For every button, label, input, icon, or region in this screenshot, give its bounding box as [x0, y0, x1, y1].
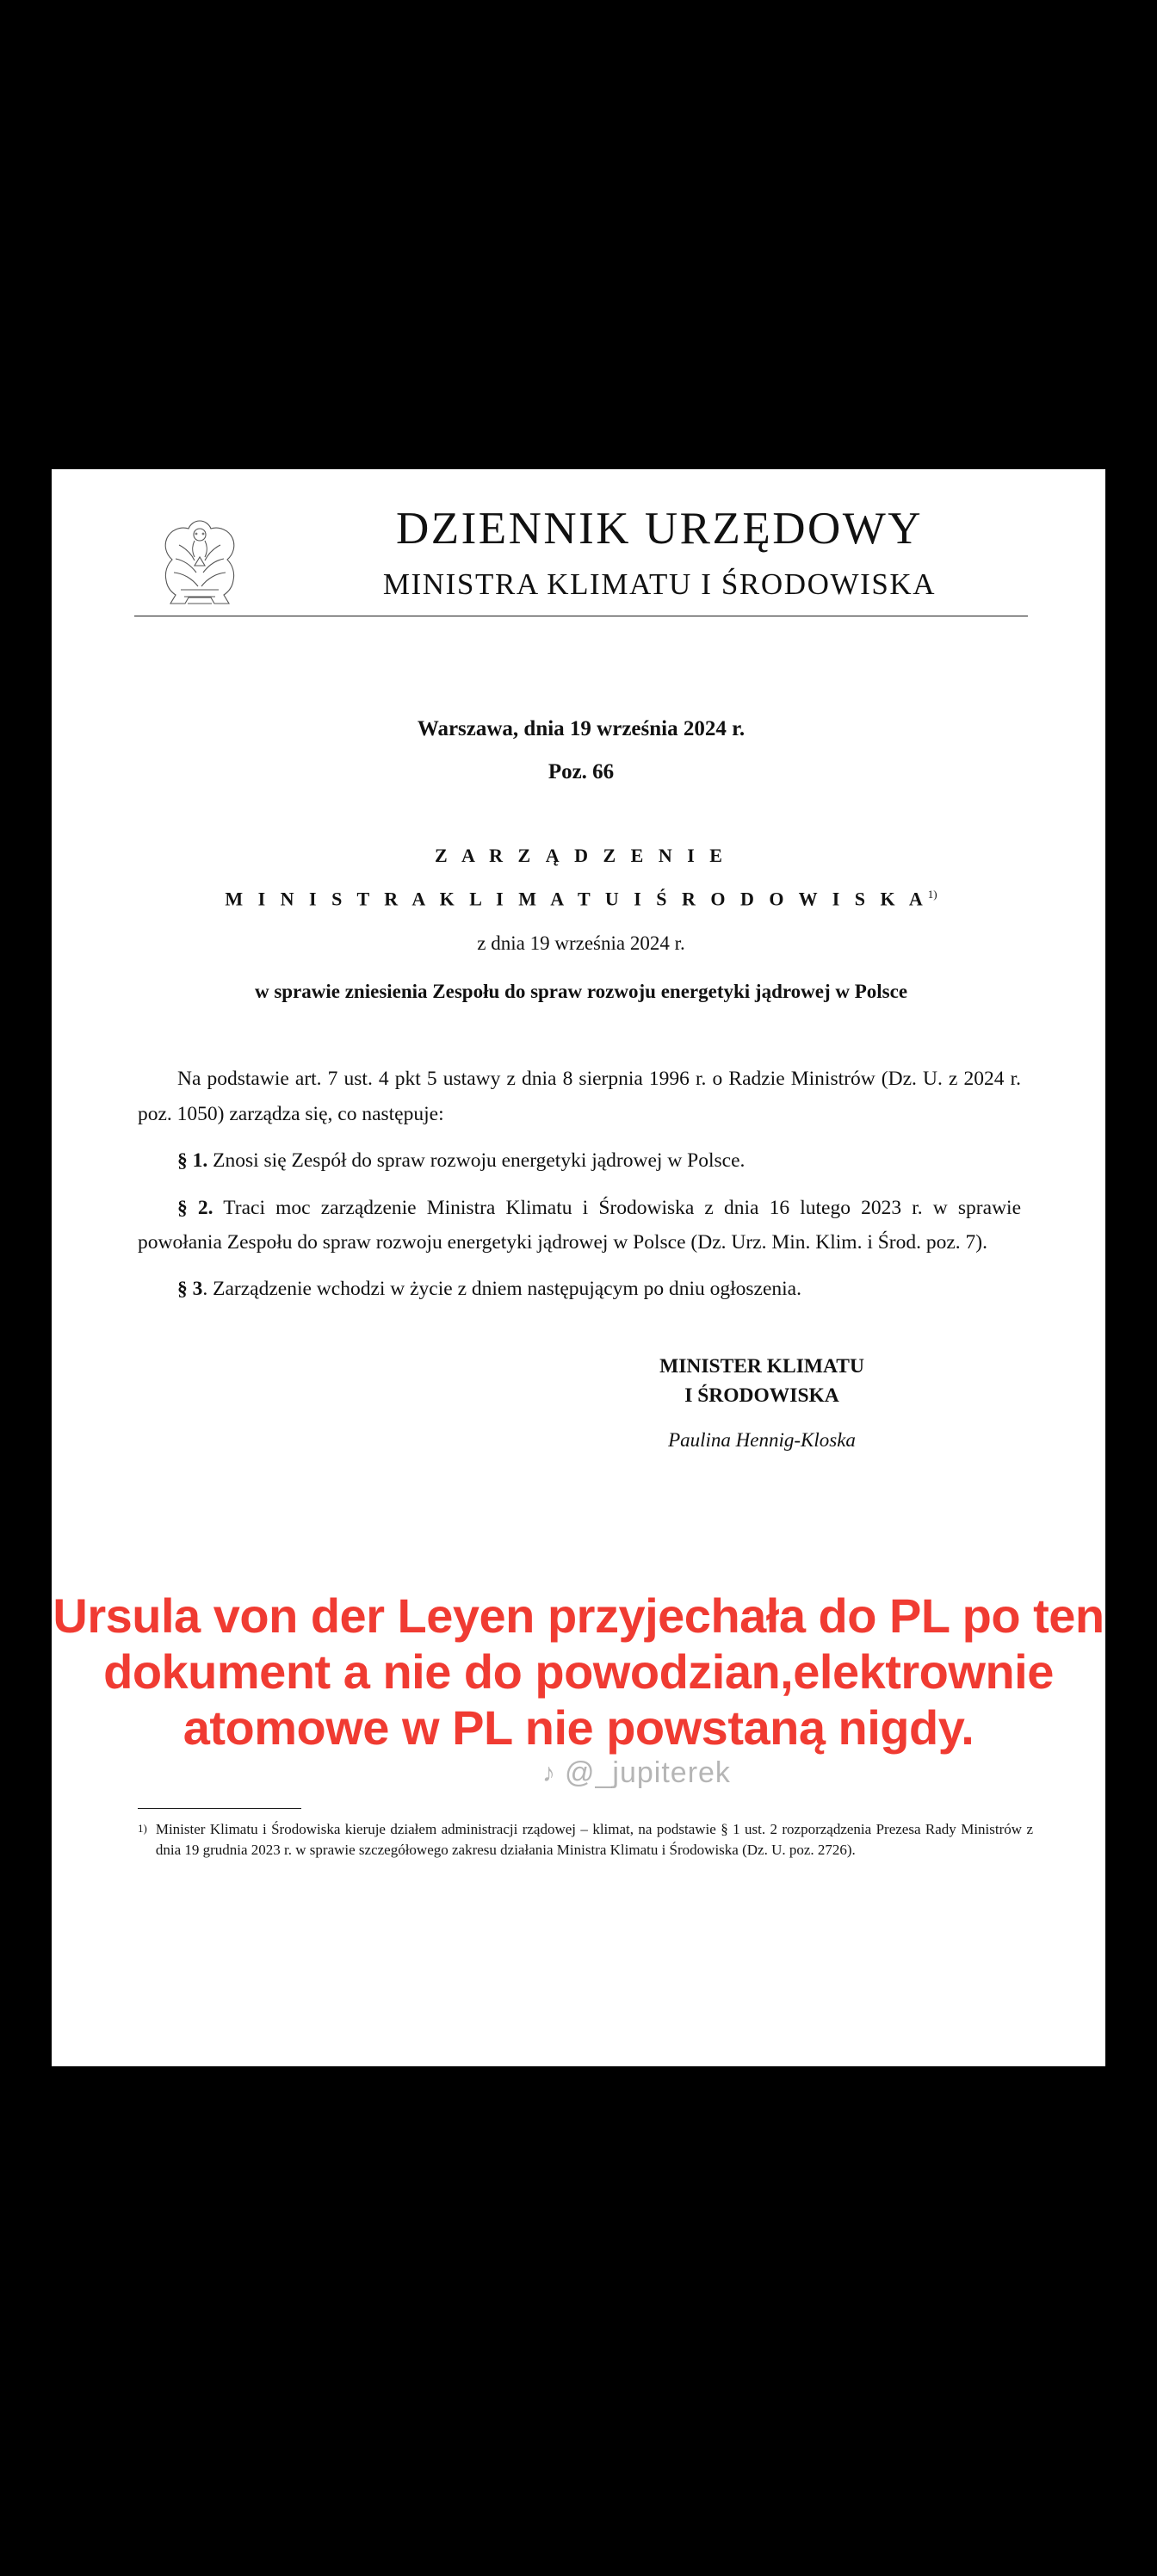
paragraph-2-marker: § 2. — [177, 1196, 213, 1219]
paragraph-1-text: Znosi się Zespół do spraw rozwoju energetyki jądrowej w Polsce. — [213, 1149, 746, 1173]
journal-subtitle: MINISTRA KLIMATU I ŚRODOWISKA — [382, 567, 937, 601]
paragraph-2-text: Traci moc zarządzenie Ministra Klimatu i Środowiska z dnia 16 lutego 2023 r. w sprawie powołania Zespołu do spraw rozwoju energetyki jądrowej w Polsce (Dz. Urz. Min. Klim. i Środ. poz. 7). — [138, 1196, 1021, 1254]
act-authority-footnote-marker: 1) — [927, 888, 937, 901]
place-and-date: Warszawa, dnia 19 września 2024 r. — [417, 717, 746, 740]
act-kind: Z A R Z Ą D Z E N I E — [435, 845, 727, 866]
act-paragraph-2 — [138, 1191, 1021, 1260]
act-paragraph-3 — [138, 1272, 1021, 1306]
meme-caption-overlay: Ursula von der Leyen przyjechała do PL po ten dokument a nie do powodzian,elektrownie atomowe w PL nie powstaną nigdy. — [53, 1588, 1104, 1755]
signature-office-line2: I ŚRODOWISKA — [684, 1384, 839, 1407]
signature-name: Paulina Hennig-Kloska — [668, 1428, 856, 1451]
watermark-handle: @_jupiterek — [565, 1756, 731, 1789]
document-page — [52, 469, 1105, 2066]
footnote-divider — [138, 1808, 301, 1809]
footnote-marker: 1) — [138, 1822, 147, 1835]
act-body — [103, 1062, 1059, 1306]
journal-title: DZIENNIK URZĘDOWY — [395, 504, 924, 554]
paragraph-3-text: . Zarządzenie wchodzi w życie z dniem następującym po dniu ogłoszenia. — [202, 1278, 801, 1301]
document-masthead — [103, 469, 1059, 703]
footnote-block — [138, 1808, 1033, 1861]
act-date: z dnia 19 września 2024 r. — [477, 932, 685, 955]
act-heading — [103, 845, 1059, 1003]
polish-eagle-emblem-icon — [153, 511, 246, 622]
paragraph-1-marker: § 1. — [177, 1149, 208, 1173]
music-note-icon: ♪ — [542, 1758, 556, 1787]
paragraph-3-marker: § 3 — [177, 1278, 203, 1301]
act-paragraph-1 — [138, 1143, 1021, 1178]
item-number: Poz. 66 — [548, 760, 615, 783]
footnote-text: Minister Klimatu i Środowiska kieruje działem administracji rządowej – klimat, na podstawie § 1 ust. 2 rozporządzenia Prezesa Rady Ministrów z dnia 19 grudnia 2023 r. w sprawie szczegółowego zakresu działania Ministra Klimatu i Środowiska (Dz. U. poz. 2726). — [155, 1821, 1033, 1859]
act-authority — [103, 888, 1059, 910]
act-subject: w sprawie zniesienia Zespołu do spraw rozwoju energetyki jądrowej w Polsce — [254, 981, 908, 1003]
signature-block — [103, 1352, 1059, 1452]
act-preamble: Na podstawie art. 7 ust. 4 pkt 5 ustawy z dnia 8 sierpnia 1996 r. o Radzie Ministrów (Dz. U. z 2024 r. poz. 1050) zarządza się, co następuje: — [138, 1068, 1021, 1125]
watermark — [542, 1756, 904, 1790]
act-authority-text: M I N I S T R A K L I M A T U I Ś R O D O W I S K A — [225, 888, 928, 910]
signature-office-line1: MINISTER KLIMATU — [659, 1354, 864, 1378]
